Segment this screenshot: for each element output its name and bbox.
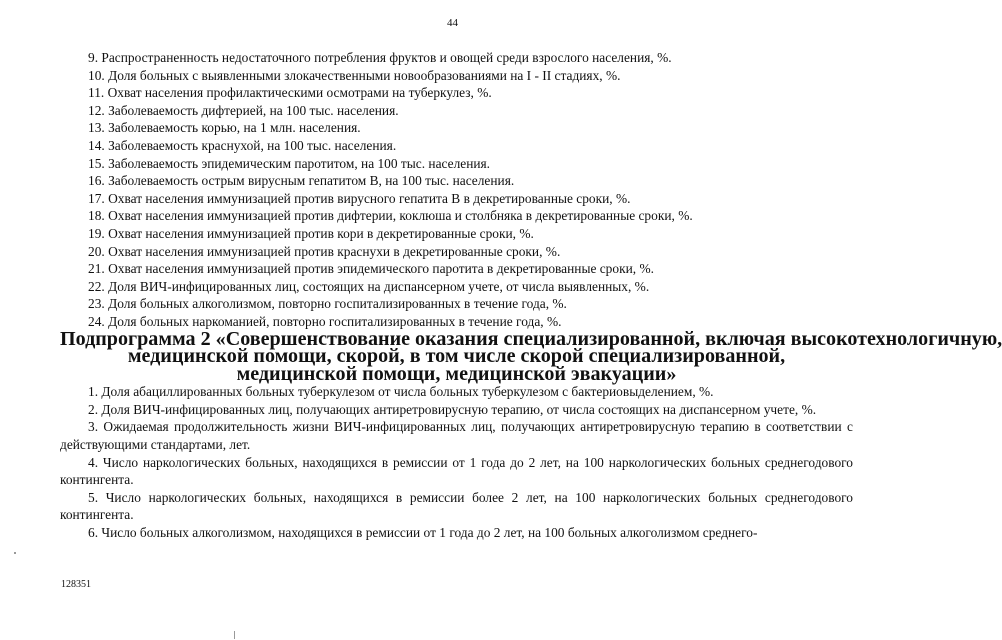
list-item: 23. Доля больных алкоголизмом, повторно госпитализированных в течение года, %. — [88, 296, 567, 312]
subprogram-indicator-list — [60, 383, 853, 541]
subprogram-item: 2. Доля ВИЧ-инфицированных лиц, получающих антиретровирусную терапию, от числа состоящих на диспансерном учете, %. — [88, 401, 817, 417]
document-body — [60, 49, 1002, 542]
list-item: 24. Доля больных наркоманией, повторно госпитализированных в течение года, %. — [88, 313, 562, 329]
list-item: 21. Охват населения иммунизацией против эпидемического паротита в декретированные сроки, %. — [88, 261, 654, 277]
subprogram-heading-line: Подпрограмма 2 «Совершенствование оказания специализированной, включая высокотехнологичную, — [60, 327, 1002, 350]
page-number: 44 — [447, 17, 458, 29]
list-item: 17. Охват населения иммунизацией против вирусного гепатита В в декретированные сроки, %. — [88, 190, 631, 206]
subprogram-item: 4. Число наркологических больных, находящихся в ремиссии от 1 года до 2 лет, на 100 наркологических больных среднегодового контингента. — [60, 454, 853, 488]
scan-mark — [14, 552, 16, 554]
list-item: 19. Охват населения иммунизацией против кори в декретированные сроки, %. — [88, 225, 534, 241]
list-item: 15. Заболеваемость эпидемическим паротитом, на 100 тыс. населения. — [88, 155, 491, 171]
subprogram-item: 3. Ожидаемая продолжительность жизни ВИЧ-инфицированных лиц, получающих антиретровирусную терапию в соответствии с действующими стандартами, лет. — [60, 419, 853, 453]
list-item: 11. Охват населения профилактическими осмотрами на туберкулез, %. — [88, 85, 492, 101]
subprogram-heading — [60, 327, 1002, 385]
subprogram-item: 1. Доля абациллированных больных туберкулезом от числа больных туберкулезом с бактериовыделением, %. — [88, 384, 714, 400]
subprogram-item: 6. Число больных алкоголизмом, находящихся в ремиссии от 1 года до 2 лет, на 100 больных алкоголизмом среднего- — [88, 525, 758, 541]
subprogram-heading-line: медицинской помощи, скорой, в том числе скорой специализированной, — [127, 345, 786, 368]
subprogram-item: 5. Число наркологических больных, находящихся в ремиссии более 2 лет, на 100 наркологических больных среднегодового контингента. — [60, 489, 853, 523]
list-item: 16. Заболеваемость острым вирусным гепатитом В, на 100 тыс. населения. — [88, 173, 515, 189]
list-item: 12. Заболеваемость дифтерией, на 100 тыс. населения. — [88, 102, 399, 118]
list-item: 20. Охват населения иммунизацией против краснухи в декретированные сроки, %. — [88, 243, 561, 259]
list-item: 14. Заболеваемость краснухой, на 100 тыс. населения. — [88, 137, 397, 153]
list-item: 9. Распространенность недостаточного потребления фруктов и овощей среди взрослого населения, %. — [88, 50, 672, 65]
scan-mark — [234, 631, 235, 639]
indicator-list — [60, 49, 853, 331]
list-item: 18. Охват населения иммунизацией против дифтерии, коклюша и столбняка в декретированные сроки, %. — [88, 208, 693, 224]
list-item: 10. Доля больных с выявленными злокачественными новообразованиями на I - II стадиях, %. — [88, 67, 621, 83]
list-item: 22. Доля ВИЧ-инфицированных лиц, состоящих на диспансерном учете, от числа выявленных, %. — [88, 278, 650, 294]
list-item: 13. Заболеваемость корью, на 1 млн. населения. — [88, 120, 361, 136]
document-id: 128351 — [61, 579, 91, 590]
subprogram-heading-line: медицинской помощи, медицинской эвакуации» — [236, 362, 677, 385]
